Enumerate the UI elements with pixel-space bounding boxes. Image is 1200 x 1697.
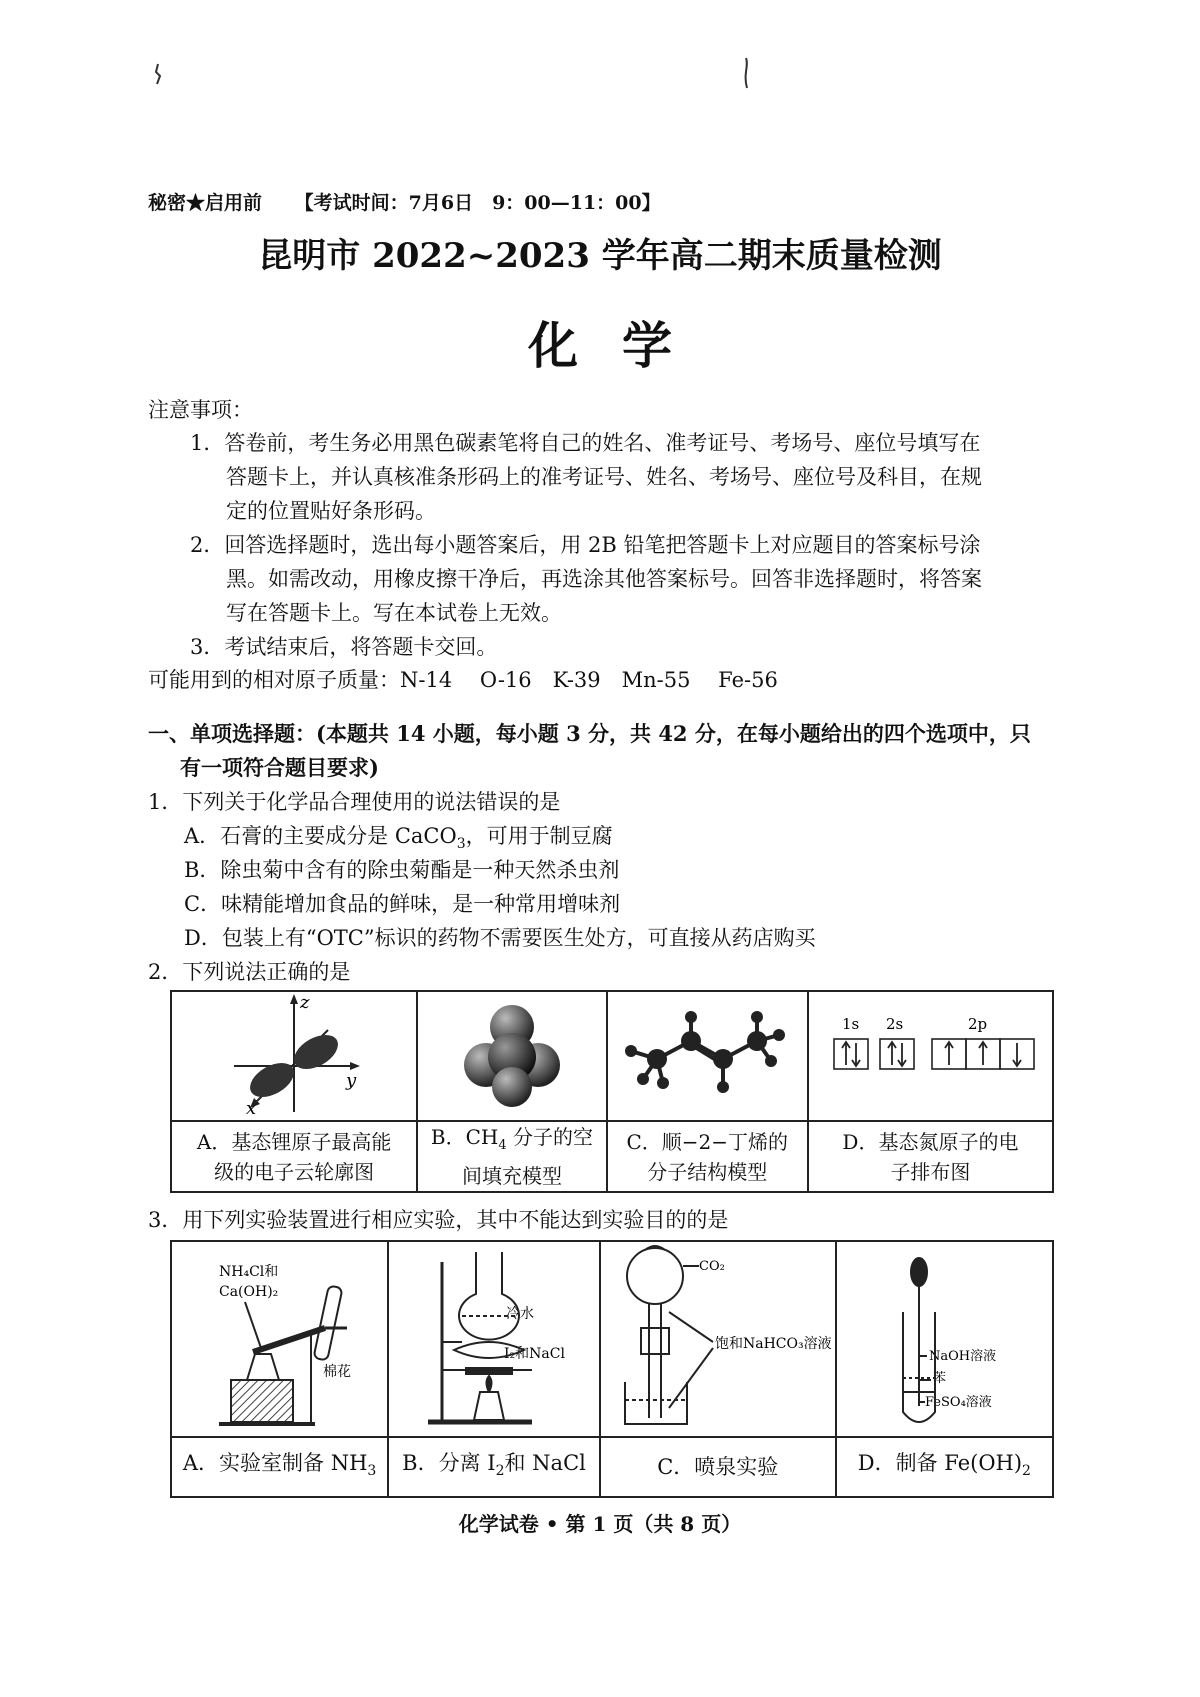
q2-option-b: B．$CH_4$ 分子的空 间填充模型 xyxy=(417,1121,606,1192)
svg-text:z: z xyxy=(300,992,310,1013)
q3-b-figure xyxy=(388,1241,600,1437)
p-orbital-diagram xyxy=(194,992,394,1116)
note-1-line-2: 答题卡上，并认真核准条形码上的准考证号、姓名、考场号、座位号及科目，在规 xyxy=(226,465,982,489)
q2-stem: 2．下列说法正确的是 xyxy=(148,960,351,984)
fountain-experiment-apparatus xyxy=(603,1242,833,1432)
q3-a-figure xyxy=(171,1241,388,1437)
q2-b-figure xyxy=(417,991,606,1121)
q3-stem: 3．用下列实验装置进行相应实验，其中不能达到实验目的的是 xyxy=(148,1208,729,1232)
note-2-line-1: 2．回答选择题时，选出每小题答案后，用 2B 铅笔把答题卡上对应题目的答案标号涂 xyxy=(190,533,981,557)
q3-c-figure xyxy=(600,1241,836,1437)
q1-option-b: B．除虫菊中含有的除虫菊酯是一种天然杀虫剂 xyxy=(184,858,620,882)
svg-text:NaOH溶液: NaOH溶液 xyxy=(929,1349,997,1364)
svg-text:2s: 2s xyxy=(886,1015,904,1033)
q1-option-d: D．包装上有“OTC”标识的药物不需要医生处方，可直接从药店购买 xyxy=(184,926,816,950)
q3-d-figure xyxy=(836,1241,1053,1437)
q1-option-a: A．石膏的主要成分是 CaCO$_3$，可用于制豆腐 xyxy=(184,824,613,853)
q1-option-c: C．味精能增加食品的鲜味，是一种常用增味剂 xyxy=(184,892,621,916)
scan-mark xyxy=(740,56,752,90)
q3-option-c: C．喷泉实验 xyxy=(600,1437,836,1497)
cis-2-butene-ball-stick-model xyxy=(617,999,797,1109)
nitrogen-orbital-diagram xyxy=(820,999,1040,1109)
svg-text:2p: 2p xyxy=(968,1015,988,1033)
subject-title: 化学 xyxy=(528,316,716,375)
q2-option-c: C．顺−2−丁烯的 分子结构模型 xyxy=(607,1121,808,1192)
scan-mark xyxy=(150,62,166,86)
svg-text:饱和NaHCO₃溶液: 饱和NaHCO₃溶液 xyxy=(714,1336,832,1352)
svg-text:CO₂: CO₂ xyxy=(698,1259,725,1274)
note-1-line-1: 1．答卷前，考生务必用黑色碳素笔将自己的姓名、准考证号、考场号、座位号填写在 xyxy=(190,431,981,455)
svg-text:冷水: 冷水 xyxy=(505,1306,534,1322)
section-heading: 一、单项选择题：(本题共 14 小题，每小题 3 分，共 42 分，在每小题给出的四个选项中，只 xyxy=(148,721,1031,746)
svg-text:1s: 1s xyxy=(842,1015,860,1033)
svg-text:I₂和NaCl: I₂和NaCl xyxy=(503,1346,565,1362)
exam-time: 【考试时间：7月6日 9：00—11：00】 xyxy=(294,192,661,214)
q2-option-table xyxy=(170,990,1054,1193)
secret-label: 秘密★启用前 xyxy=(148,192,263,214)
q3-option-table xyxy=(170,1240,1054,1498)
svg-text:y: y xyxy=(346,1070,357,1091)
note-3: 3．考试结束后，将答题卡交回。 xyxy=(190,635,498,659)
svg-text:FeSO₄溶液: FeSO₄溶液 xyxy=(925,1395,993,1410)
note-2-line-2: 黑。如需改动，用橡皮擦干净后，再选涂其他答案标号。回答非选择题时，将答案 xyxy=(226,567,982,591)
note-1-line-3: 定的位置贴好条形码。 xyxy=(226,499,436,523)
q2-c-figure xyxy=(607,991,808,1121)
q3-option-d: D．制备 $Fe(OH)_2$ xyxy=(836,1437,1053,1497)
confidential-header xyxy=(148,188,661,215)
svg-text:NH₄Cl和: NH₄Cl和 xyxy=(218,1264,278,1280)
svg-text:x: x xyxy=(246,1098,257,1116)
ammonia-preparation-apparatus xyxy=(175,1242,385,1432)
sublimation-separation-apparatus xyxy=(392,1242,597,1432)
q3-option-b: B．分离 $I_2$和 NaCl xyxy=(388,1437,600,1497)
exam-title: 昆明市 2022~2023 学年高二期末质量检测 xyxy=(258,236,942,276)
q2-option-d: D．基态氮原子的电 子排布图 xyxy=(808,1121,1053,1192)
section-heading-cont: 有一项符合题目要求) xyxy=(180,755,379,780)
svg-text:Ca(OH)₂: Ca(OH)₂ xyxy=(218,1284,278,1300)
svg-text:棉花: 棉花 xyxy=(322,1364,351,1380)
page-footer: 化学试卷 • 第 1 页（共 8 页） xyxy=(458,1512,742,1536)
atomic-mass-line: 可能用到的相对原子质量：N-14 O-16 K-39 Mn-55 Fe-56 xyxy=(148,668,778,692)
q3-option-a: A．实验室制备 $NH_3$ xyxy=(171,1437,388,1497)
q2-a-figure xyxy=(171,991,417,1121)
q2-d-figure xyxy=(808,991,1053,1121)
note-2-line-3: 写在答题卡上。写在本试卷上无效。 xyxy=(226,601,562,625)
ferrous-hydroxide-preparation xyxy=(839,1242,1049,1432)
notes-heading: 注意事项： xyxy=(148,398,253,422)
methane-space-filling-model xyxy=(452,999,572,1109)
q1-stem: 1．下列关于化学品合理使用的说法错误的是 xyxy=(148,790,561,814)
q2-option-a: A．基态锂原子最高能 级的电子云轮廓图 xyxy=(171,1121,417,1192)
svg-text:苯: 苯 xyxy=(933,1371,947,1386)
